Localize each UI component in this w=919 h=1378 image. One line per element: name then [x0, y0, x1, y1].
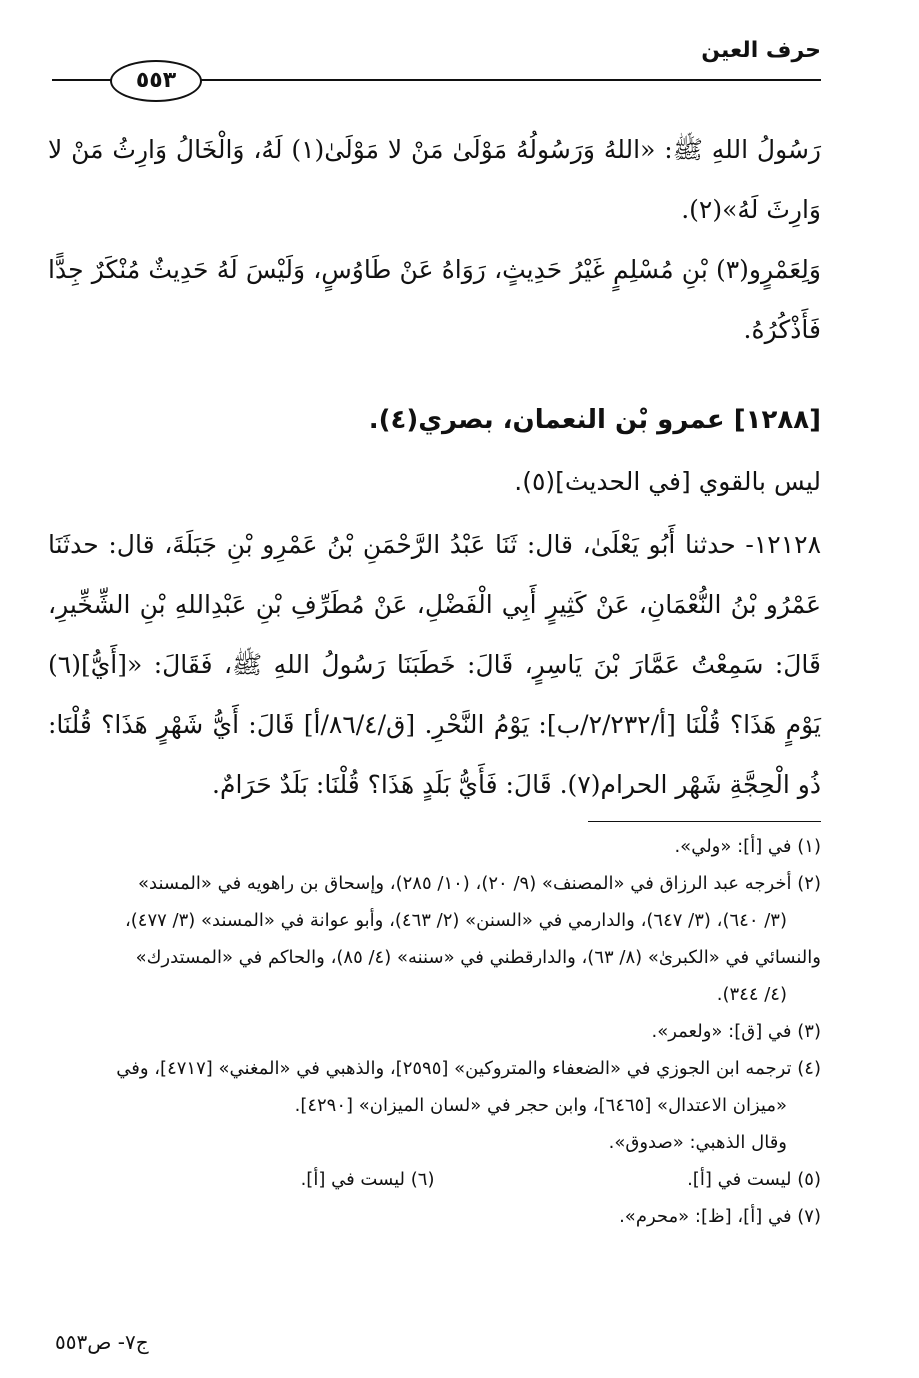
paragraph-amr-ibn-muslim: وَلِعَمْرٍو(٣) بْنِ مُسْلِمٍ غَيْرُ حَدِيثٍ، رَوَاهُ عَنْ طَاوُسٍ، وَلَيْسَ لَهُ حَدِيثٌ مُنْكَرٌ جِدًّا فَأَذْكُرُهُ.: [48, 255, 821, 344]
paragraph-hadith-continuation: رَسُولُ اللهِ ﷺ: «اللهُ وَرَسُولُهُ مَوْلَىٰ مَنْ لا مَوْلَىٰ(١) لَهُ، وَالْخَالُ وَارِثُ مَنْ لا وَارِثَ لَهُ»(٢).: [48, 135, 821, 224]
footnote-row-5-6: [48, 1161, 821, 1198]
volume-page-signature: ج٧- ص٥٥٣: [55, 1330, 149, 1354]
paragraph-hadith-12128: ١٢١٢٨- حدثنا أَبُو يَعْلَىٰ، قال: ثَنَا عَبْدُ الرَّحْمَنِ بْنُ عَمْرِو بْنِ جَبَلَةَ، قال: حدثَنَا عَمْرُو بْنُ النُّعْمَانِ، عَنْ كَثِيرٍ أَبِي الْفَضْلِ، عَنْ مُطَرِّفِ بْنِ عَبْدِاللهِ بْنِ الشِّخِّيرِ، قَالَ: سَمِعْتُ عَمَّارَ بْنَ يَاسِرٍ، قَالَ: خَطَبَنَا رَسُولُ اللهِ ﷺ، فَقَالَ: «[أَيُّ](٦) يَوْمٍ هَذَا؟ قُلْنَا [أ/٢/٢٣٢/ب]: يَوْمُ النَّحْرِ. [ق/٨٦/٤/أ] قَالَ: أَيُّ شَهْرٍ هَذَا؟ قُلْنَا: ذُو الْحِجَّةِ شَهْر الحرام(٧). قَالَ: فَأَيُّ بَلَدٍ هَذَا؟ قُلْنَا: بَلَدٌ حَرَامٌ.: [48, 530, 821, 799]
footnote-1: (١) في [أ]: «ولي».: [674, 836, 821, 857]
footnote-4-cont-1: «ميزان الاعتدال» [٦٤٦٥]، وابن حجر في «لسان الميزان» [٤٢٩٠].: [294, 1095, 787, 1116]
footnotes: [48, 828, 821, 1235]
footnote-2-cont-3: (٤/ ٣٤٤).: [716, 984, 787, 1005]
footnote-2: (٢) أخرجه عبد الرزاق في «المصنف» (٩/ ٢٠)، (١٠/ ٢٨٥)، وإسحاق بن راهويه في «المسند»: [138, 873, 821, 894]
footnote-4: (٤) ترجمه ابن الجوزي في «الضعفاء والمتروكين» [٢٥٩٥]، والذهبي في «المغني» [٤٧١٧]، وفي: [116, 1058, 821, 1079]
running-header-title: حرف العين: [701, 38, 821, 63]
footnote-2-cont-2: والنسائي في «الكبرىٰ» (٨/ ٦٣)، والدارقطني في «سننه» (٤/ ٨٥)، والحاكم في «المستدرك»: [135, 947, 821, 968]
footnote-rule: [588, 821, 821, 822]
footnote-4-cont-2: وقال الذهبي: «صدوق».: [608, 1132, 787, 1153]
footnote-3: (٣) في [ق]: «ولعمر».: [651, 1021, 821, 1042]
footnote-7: (٧) في [أ]، [ظ]: «محرم».: [619, 1206, 821, 1227]
footnote-6: (٦) ليست في [أ].: [300, 1169, 435, 1190]
entry-note: ليس بالقوي [في الحديث](٥).: [514, 467, 821, 496]
footnote-5: (٥) ليست في [أ].: [687, 1169, 821, 1190]
footnote-2-cont-1: (٣/ ٦٤٠)، (٣/ ٦٤٧)، والدارمي في «السنن» (٢/ ٤٦٣)، وأبو عوانة في «المسند» (٣/ ٤٧٧)،: [124, 910, 787, 931]
entry-heading: [١٢٨٨] عمرو بْن النعمان، بصري(٤).: [368, 405, 821, 435]
page-number-badge: ٥٥٣: [110, 60, 202, 102]
